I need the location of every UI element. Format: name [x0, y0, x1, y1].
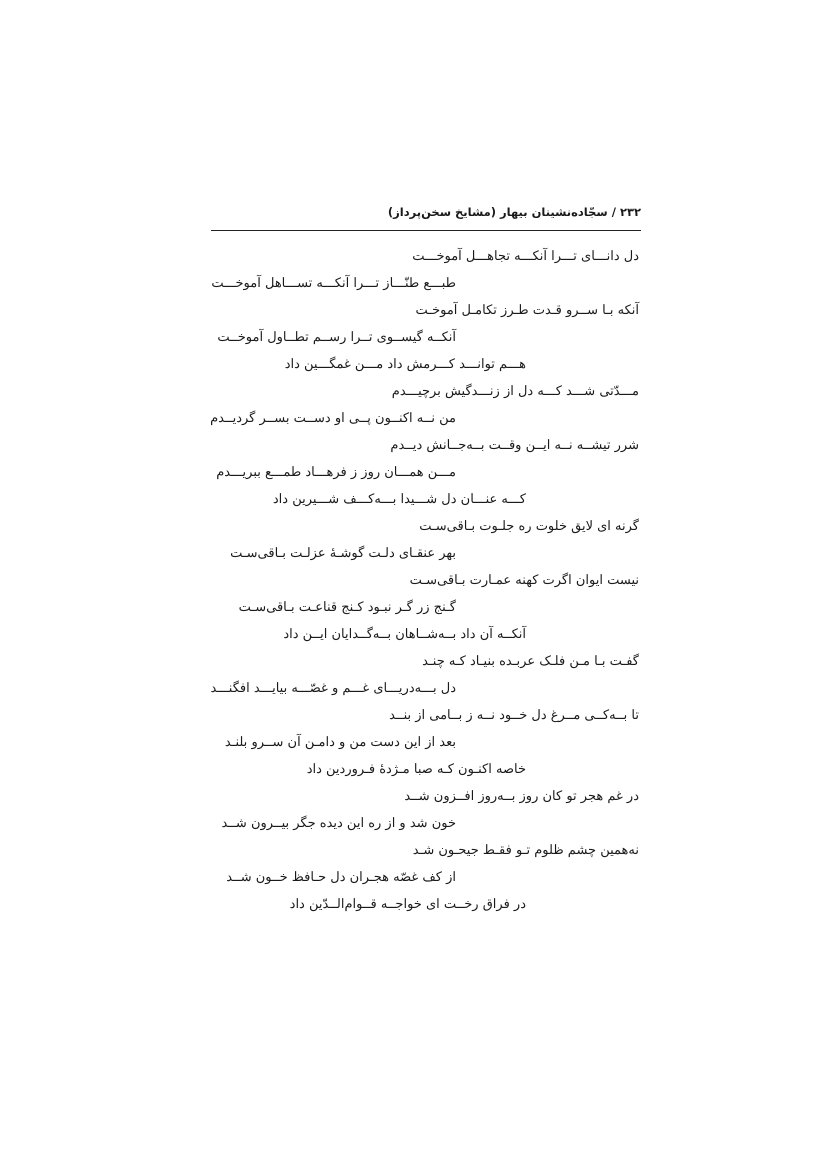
running-head: ۲۳۲ / سجّاده‌نشینان بیهار (مشایخ سخن‌پرداز) — [387, 205, 641, 219]
verse-line: نیست ایوان اگرت کهنه عمـارت بـاقی‌سـت — [409, 573, 639, 588]
verse-line: شرر تیشــه نــه ایــن وقــت بــه‌جــانش دیــدم — [390, 438, 639, 453]
verse-line: هـــم توانـــد کـــرمش داد مـــن غمگـــین داد — [284, 357, 526, 372]
verse-line: در غم هجر تو کان روز بــه‌روز افــزون شــد — [404, 789, 639, 804]
verse-line: تا بــه‌کــی مــرغ دل خــود نــه ز بــامی از بنــد — [389, 708, 639, 723]
verse-line: مـــدّتی شـــد کـــه دل از زنـــدگیش برچیـــدم — [391, 384, 639, 399]
verse-line: دل دانـــای تـــرا آنکـــه تجاهـــل آموخـــت — [412, 249, 639, 264]
verse-line: من نــه اکنــون پــی او دســت بســر گردیــدم — [210, 411, 456, 426]
verse-line: خون شد و از ره این دیده جگر بیــرون شــد — [221, 816, 456, 831]
verse-line: آنکه بـا ســرو قـدت طـرز تکامـل آموخـت — [415, 303, 639, 318]
verse-line: بعد از این دست من و دامـن آن ســرو بلنـد — [224, 735, 456, 750]
verse-line: طبـــع طنّـــاز تـــرا آنکـــه تســـاهل آموخـــت — [211, 276, 456, 291]
verse-line: نه‌همین چشم ظلوم تـو فقـط جیحـون شـد — [412, 843, 639, 858]
verse-line: آنکــه گیســوی تــرا رســم تطــاول آموخــت — [217, 330, 456, 345]
verse-line: مـــن همـــان روز ز فرهـــاد طمـــع ببریـــدم — [216, 465, 456, 480]
verse-line: آنکــه آن داد بــه‌شــاهان بــه‌گــدایان ایــن داد — [283, 627, 526, 642]
verse-line: کـــه عنـــان دل شـــیدا بـــه‌کـــف شـــیرین داد — [272, 492, 526, 507]
verse-line: خاصه اکنـون کـه صبا مـژدهٔ فـروردین داد — [306, 762, 526, 777]
verse-line: گـنج زر گـر نبـود کـنج قناعـت بـاقی‌سـت — [238, 600, 456, 615]
verse-line: بهر عنقـای دلـت گوشـهٔ عزلـت بـاقی‌سـت — [230, 546, 456, 561]
verse-line: گفـت بـا مـن فلـک عربـده بنیـاد کـه چنـد — [422, 654, 639, 669]
verse-line: گرنه ای لایق خلوت ره جلـوت بـاقی‌سـت — [419, 519, 639, 534]
verse-line: دل بـــه‌دریـــای غـــم و غصّـــه بیایـــد افگنـــد — [210, 681, 456, 696]
verse-line: از کف غصّه هجـران دل حـافظ خــون شــد — [226, 870, 456, 885]
verse-line: در فراق رخــت ای خواجــه قــوام‌الــدّین داد — [289, 897, 526, 912]
